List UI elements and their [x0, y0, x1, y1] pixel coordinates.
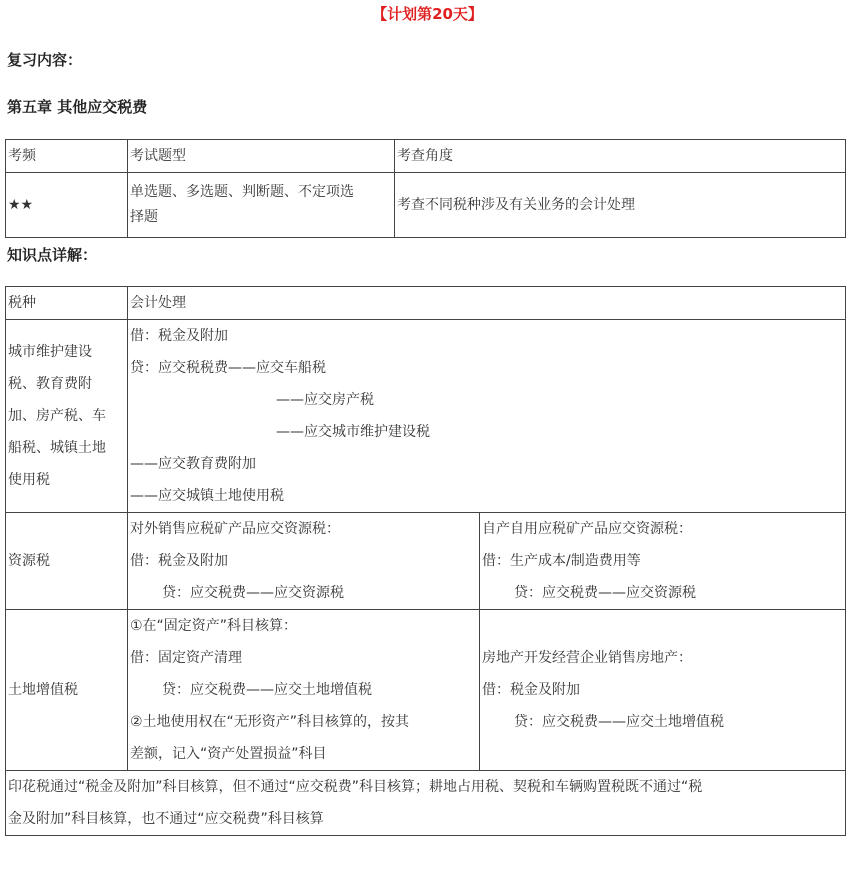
- table-row: [6, 173, 846, 238]
- table-row: [6, 287, 846, 320]
- journal-line: 贷：应交税税费——应交车船税: [130, 360, 326, 376]
- journal-line: 借：税金及附加: [130, 328, 228, 344]
- question-types-line: 择题: [130, 209, 158, 225]
- tax-type-line: 船税、城镇土地: [8, 440, 106, 456]
- journal-line: ①在“固定资产”科目核算：: [130, 618, 298, 634]
- tax-type-line: 加、房产税、车: [8, 408, 106, 424]
- review-label: 复习内容：: [7, 51, 83, 69]
- plan-title: 【计划第20天】: [372, 5, 483, 23]
- journal-line: 贷：应交税费——应交资源税: [514, 585, 696, 601]
- chapter-title: 第五章 其他应交税费: [7, 98, 148, 116]
- accounting-cell-left: [128, 513, 480, 610]
- table-row: [6, 771, 846, 836]
- journal-line: 借：固定资产清理: [130, 650, 242, 666]
- journal-line: ——应交城市维护建设税: [276, 424, 430, 440]
- table-row: [6, 140, 846, 173]
- tax-type-line: 城市维护建设: [8, 344, 92, 360]
- overview-table: [5, 139, 846, 238]
- table-row: [6, 610, 846, 771]
- journal-line: ②土地使用权在“无形资产”科目核算的，按其: [130, 714, 410, 730]
- journal-line: 对外销售应税矿产品应交资源税：: [130, 521, 340, 537]
- journal-line: 自产自用应税矿产品应交资源税：: [482, 521, 692, 537]
- journal-line: 房地产开发经营企业销售房地产：: [482, 650, 692, 666]
- journal-line: ——应交城镇土地使用税: [130, 488, 284, 504]
- table-row: [6, 320, 846, 513]
- journal-line: 借：税金及附加: [482, 682, 580, 698]
- table-row: [6, 513, 846, 610]
- knowledge-label: 知识点详解：: [7, 246, 98, 264]
- journal-line: ——应交房产税: [276, 392, 374, 408]
- journal-line: 贷：应交税费——应交土地增值税: [162, 682, 372, 698]
- header-question-types: 考试题型: [128, 140, 395, 173]
- journal-line: 借：生产成本/制造费用等: [482, 553, 641, 569]
- tax-type-cell: 土地增值税: [6, 610, 128, 771]
- tax-type-line: 税、教育费附: [8, 376, 92, 392]
- question-types: [128, 173, 395, 238]
- tax-type-cell: [6, 320, 128, 513]
- exam-angle: 考查不同税种涉及有关业务的会计处理: [395, 173, 846, 238]
- accounting-cell-right: [480, 513, 846, 610]
- frequency-stars: ★★: [6, 173, 128, 238]
- journal-line: ——应交教育费附加: [130, 456, 256, 472]
- question-types-line: 单选题、多选题、判断题、不定项选: [130, 184, 354, 200]
- tax-type-cell: 资源税: [6, 513, 128, 610]
- accounting-cell: [128, 320, 846, 513]
- journal-line: 借：税金及附加: [130, 553, 228, 569]
- note-line: 金及附加”科目核算，也不通过“应交税费”科目核算: [8, 811, 324, 827]
- journal-line: 差额，记入“资产处置损益”科目: [130, 746, 327, 762]
- header-accounting: 会计处理: [128, 287, 846, 320]
- header-angle: 考查角度: [395, 140, 846, 173]
- detail-table: [5, 286, 846, 836]
- header-frequency: 考频: [6, 140, 128, 173]
- note-line: 印花税通过“税金及附加”科目核算，但不通过“应交税费”科目核算；耕地占用税、契税和车辆购置税既不通过“税: [8, 779, 703, 795]
- journal-line: 贷：应交税费——应交土地增值税: [514, 714, 724, 730]
- tax-type-line: 使用税: [8, 472, 50, 488]
- header-tax-type: 税种: [6, 287, 128, 320]
- journal-line: 贷：应交税费——应交资源税: [162, 585, 344, 601]
- accounting-cell-left: [128, 610, 480, 771]
- note-cell: [6, 771, 846, 836]
- accounting-cell-right: [480, 610, 846, 771]
